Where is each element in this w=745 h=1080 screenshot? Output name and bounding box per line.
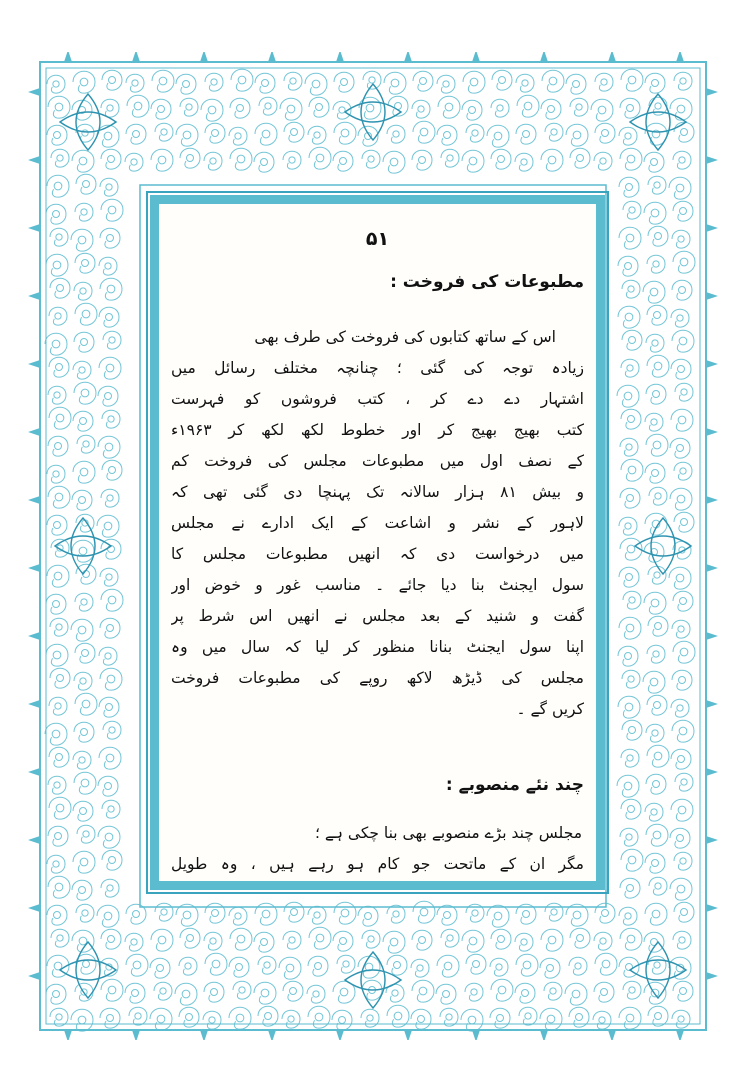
section-heading-sales: مطبوعات کی فروخت :	[390, 272, 584, 292]
paragraph-projects	[171, 818, 584, 880]
text-panel	[150, 195, 605, 890]
paragraph-line: کے نصف اول میں مطبوعات مجلس کی فروخت کم	[171, 452, 584, 470]
paragraph-line: اشتہار دے دے کر ، کتب فروشوں کو فہرست	[171, 390, 584, 408]
paragraph-line: کریں گے ۔	[516, 700, 584, 718]
paragraph-line: مجلس کی ڈیڑھ لاکھ روپے کی مطبوعات فروخت	[171, 669, 584, 687]
page-number: ۵۱	[365, 228, 390, 250]
paragraph-line: اس کے ساتھ کتابوں کی فروخت کی طرف بھی	[254, 328, 556, 346]
paragraph-line: و بیش ۸۱ ہزار سالانہ تک پہنچا دی گئی تھی کہ	[171, 483, 584, 501]
page-content	[167, 214, 588, 875]
paragraph-line: لاہور کے نشر و اشاعت کے ایک ادارے نے مجلس	[171, 514, 584, 532]
paragraph-line: اپنا سول ایجنٹ بنانا منظور کر لیا کہ سال میں وہ	[171, 638, 584, 656]
paragraph-line: مجلس چند بڑے منصوبے بھی بنا چکی ہے ؛	[314, 824, 582, 842]
paragraph-sales	[171, 322, 584, 725]
paragraph-line: سول ایجنٹ بنا دیا جائے ۔ مناسب غور و خوض اور	[171, 576, 584, 594]
paragraph-line: کتب بھیج بھیج کر اور خطوط لکھ لکھ کر ۱۹۶۳ء	[171, 421, 584, 439]
paragraph-line: زیادہ توجہ کی گئی ؛ چنانچہ مختلف رسائل میں	[171, 359, 584, 377]
paragraph-line: مگر ان کے ماتحت جو کام ہو رہے ہیں ، وہ طویل	[171, 855, 584, 873]
paragraph-line: میں درخواست دی کہ انھیں مطبوعات مجلس کا	[171, 545, 584, 563]
paragraph-line: گفت و شنید کے بعد مجلس نے انھیں اس شرط پر	[171, 607, 584, 625]
section-heading-projects: چند نئے منصوبے :	[445, 775, 584, 795]
